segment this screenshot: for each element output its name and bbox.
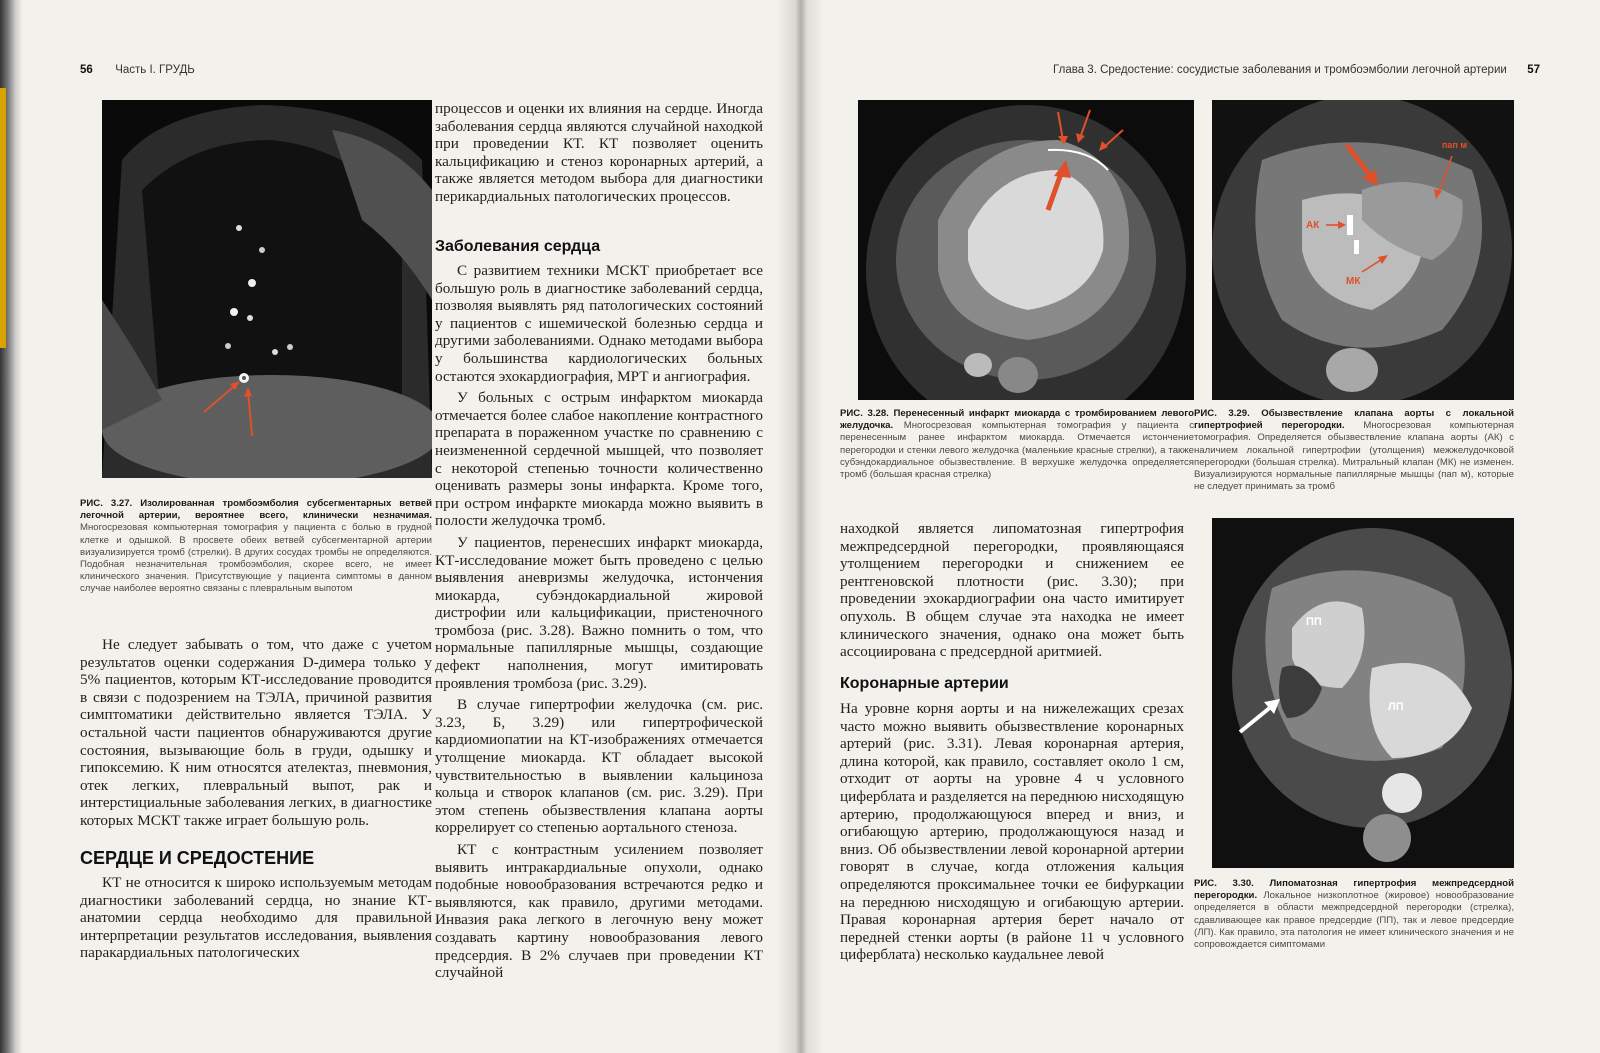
paragraph: КТ не относится к широко используемым методам диагностики заболеваний сердца, но знание КТ-анатомии сердца необходимо для правильной интерпретации результатов исследования, выявления паракардиальных патологических <box>80 874 432 962</box>
right-header-text: Глава 3. Средостение: сосудистые заболевания и тромбоэмболии легочной артерии <box>1053 64 1507 76</box>
figure-3-29-caption <box>1194 408 1514 493</box>
left-running-header <box>80 64 195 76</box>
figure-3-27-ct-image <box>102 100 432 478</box>
left-page <box>22 0 792 1053</box>
figure-3-30-caption <box>1194 878 1514 951</box>
book-edge <box>0 0 22 1053</box>
ct-atrial-septum-illustration <box>1212 518 1514 868</box>
figure-3-28-caption <box>840 408 1194 481</box>
paragraph: В случае гипертрофии желудочка (см. рис. 3.23, Б, 3.29) или гипертрофической кардиомиопатии на КТ-изображениях отмечается утолщение миокарда. КТ обладает высокой чувствительностью в выявлении кальциноза кольца и створок клапанов (см. рис. 3.29). При этом степень обызвествления клапана аорты коррелирует со степенью аортального стеноза. <box>435 696 763 837</box>
left-page-number: 56 <box>80 64 93 76</box>
right-col1-text <box>840 520 1184 661</box>
label-ak: АК <box>1306 220 1320 231</box>
figure-3-27-caption-title: РИС. 3.27. Изолированная тромбоэмболия субсегментарных ветвей легочной артерии, вероятнее всего, клинически незначимая. <box>80 498 432 522</box>
paragraph: находкой является липоматозная гипертрофия межпредсердной перегородки, проявляющаяся утолщением перегородки и снижением ее рентгеновской плотности (рис. 3.30); при проведении эхокардиографии она часто имитирует опухоль. В общем случае эта находка не имеет клинического значения, однако она может быть ассоциирована с предсердной аритмией. <box>840 520 1184 661</box>
paragraph: У пациентов, перенесших инфаркт миокарда, КТ-исследование может быть проведено с целью выявления аневризмы желудочка, истончения миокарда, субэндокардиальной жировой дистрофии или кальцификации, пристеночного тромбоза (рис. 3.28). Важно помнить о том, что нормальные папиллярные мышцы, создающие дефект наполнения, могут имитировать проявления тромбоза (рис. 3.29). <box>435 533 763 692</box>
ct-chest-illustration <box>102 100 432 478</box>
figure-3-29-ct-image <box>1212 100 1514 400</box>
paragraph: С развитием техники МСКТ приобретает все большую роль в диагностике заболеваний сердца, позволяя выявлять ряд патологических состояний у пациентов с ишемической болезнью сердца и другими заболеваниями. Однако методами выбора у большинства кардиологических больных остаются эхокардиография, МРТ и ангиография. <box>435 262 763 385</box>
figure-3-30-caption-text: Локальное низкоплотное (жировое) новообразование определяется в области межпредсердной перегородки (стрелка), сдавливающее как правое предсердие (ПП), так и левое предсердие (ЛП). Как правило, эта патология не имеет клинического значения и не сопровождается симптомами <box>1194 890 1514 951</box>
figure-3-28-ct-image <box>858 100 1194 400</box>
figure-3-29-caption-text: Многосрезовая компьютерная томография. Определяется обызвествление клапана аорты (АК) с наличием локальной гипертрофии (утолщения) межжелудочковой перегородки (большая стрелка). Митральный клапан (МК) не изменен. Визуализируются нормальные папиллярные мышцы (пап м), которые не следует принимать за тромб <box>1194 420 1514 493</box>
chapter-tab <box>0 88 6 348</box>
right-col1-text-2 <box>840 700 1184 964</box>
left-col2-text <box>433 100 763 206</box>
ct-heart-illustration <box>858 100 1194 400</box>
figure-3-29-caption-title: РИС. 3.29. Обызвествление клапана аорты с локальной гипертрофией перегородки. <box>1194 408 1514 432</box>
figure-3-30-caption-title: РИС. 3.30. Липоматозная гипертрофия межпредсердной перегородки. <box>1194 878 1514 902</box>
label-lp: ЛП <box>1388 701 1404 713</box>
section-heading: СЕРДЦЕ И СРЕДОСТЕНИЕ <box>80 848 315 868</box>
left-col1-text <box>80 636 432 830</box>
paragraph: КТ с контрастным усилением позволяет выявить интракардиальные опухоли, однако подобные новообразования встречаются редко и выявляются, как правило, другими методами. Инвазия рака легкого в легочную вену может создавать картину новообразования левого предсердия. В 2% случаев при проведении КТ случайной <box>435 841 763 982</box>
label-mk: МК <box>1346 276 1361 287</box>
left-header-text: Часть I. ГРУДЬ <box>115 64 195 76</box>
figure-3-28-caption-text: Многосрезовая компьютерная томография у пациента с перенесенным ранее инфарктом миокарда. Отмечается истончение перегородки и стенки левого желудочка (маленькие красные стрелки), а также субэндокардиальное обызвествление. В верхушке желудочка определяется тромб (большая красная стрелка) <box>840 420 1194 481</box>
subheading-heart-diseases: Заболевания сердца <box>435 238 601 255</box>
right-page <box>816 0 1600 1053</box>
paragraph: У больных с острым инфарктом миокарда отмечается более слабое накопление контрастного препарата в пораженном участке по сравнению с неизмененной сердечной мышцей, что позволяет с некоторой степенью точности количественно оценивать размеры зоны инфаркта. Кроме того, при остром инфаркте миокарда можно выявить в полости желудочка тромб. <box>435 389 763 530</box>
paragraph: На уровне корня аорты и на нижележащих срезах часто можно выявить обызвествление коронарных артерий (рис. 3.31). Левая коронарная артерия, длина которой, как правило, составляет около 1 см, отходит от аорты на уровне 4 ч условного циферблата и разделяется на переднюю нисходящую артерию, продолжающуюся вперед и вниз, и огибающую артерию, продолжающуюся назад и вниз. Об обызвествлении левой коронарной артерии говорят в случае, когда отложения кальция определяются проксимальнее точки ее бифуркации на переднюю нисходящую и огибающую артерии. Правая коронарная артерия берет начало от передней стенки аорты (в районе 11 ч условного циферблата) несколько каудальнее левой <box>840 700 1184 964</box>
figure-3-27-caption-text: Многосрезовая компьютерная томография у пациента с болью в грудной клетке и одышкой. В просвете обеих ветвей субсегментарной артерии визуализируется тромб (стрелки). В других сосудах тромбы не определяются. Подобная незначительная тромбоэмболия, скорее всего, не имеет клинического значения. Присутствующие у пациента симптомы в данном случае наиболее вероятно связаны с плевральным выпотом <box>80 522 432 595</box>
figure-3-30-ct-image <box>1212 518 1514 868</box>
right-running-header <box>1053 64 1540 76</box>
right-page-number: 57 <box>1527 64 1540 76</box>
label-pp: ПП <box>1306 616 1322 628</box>
ct-aortic-valve-illustration <box>1212 100 1514 400</box>
paragraph: процессов и оценки их влияния на сердце. Иногда заболевания сердца являются случайной находкой при проведении КТ. КТ позволяет оценить кальцификацию и стеноз коронарных артерий, а также является методом выбора для диагностики перикардиальных патологических процессов. <box>435 100 763 205</box>
subheading-coronary-arteries: Коронарные артерии <box>840 675 1009 692</box>
figure-3-27-caption <box>80 498 432 596</box>
label-pap-m: пап м <box>1442 140 1468 150</box>
left-col2-text-2 <box>435 262 763 982</box>
figure-3-28-caption-title: РИС. 3.28. Перенесенный инфаркт миокарда с тромбированием левого желудочка. <box>840 408 1194 432</box>
left-col1-text-2 <box>80 874 432 962</box>
paragraph: Не следует забывать о том, что даже с учетом результатов оценки содержания D-димера только у 5% пациентов, которым КТ-исследование проводится в связи с подозрением на ТЭЛА, причиной развития симптоматики действительно является ТЭЛА. У остальной части пациентов обнаруживаются другие состояния, вызывающие боль в груди, одышку и гипоксемию. К ним относятся ателектаз, пневмония, отек легких, плевральный выпот, рак и интерстициальные заболевания легких, в диагностике которых МСКТ также играет большую роль. <box>80 636 432 829</box>
